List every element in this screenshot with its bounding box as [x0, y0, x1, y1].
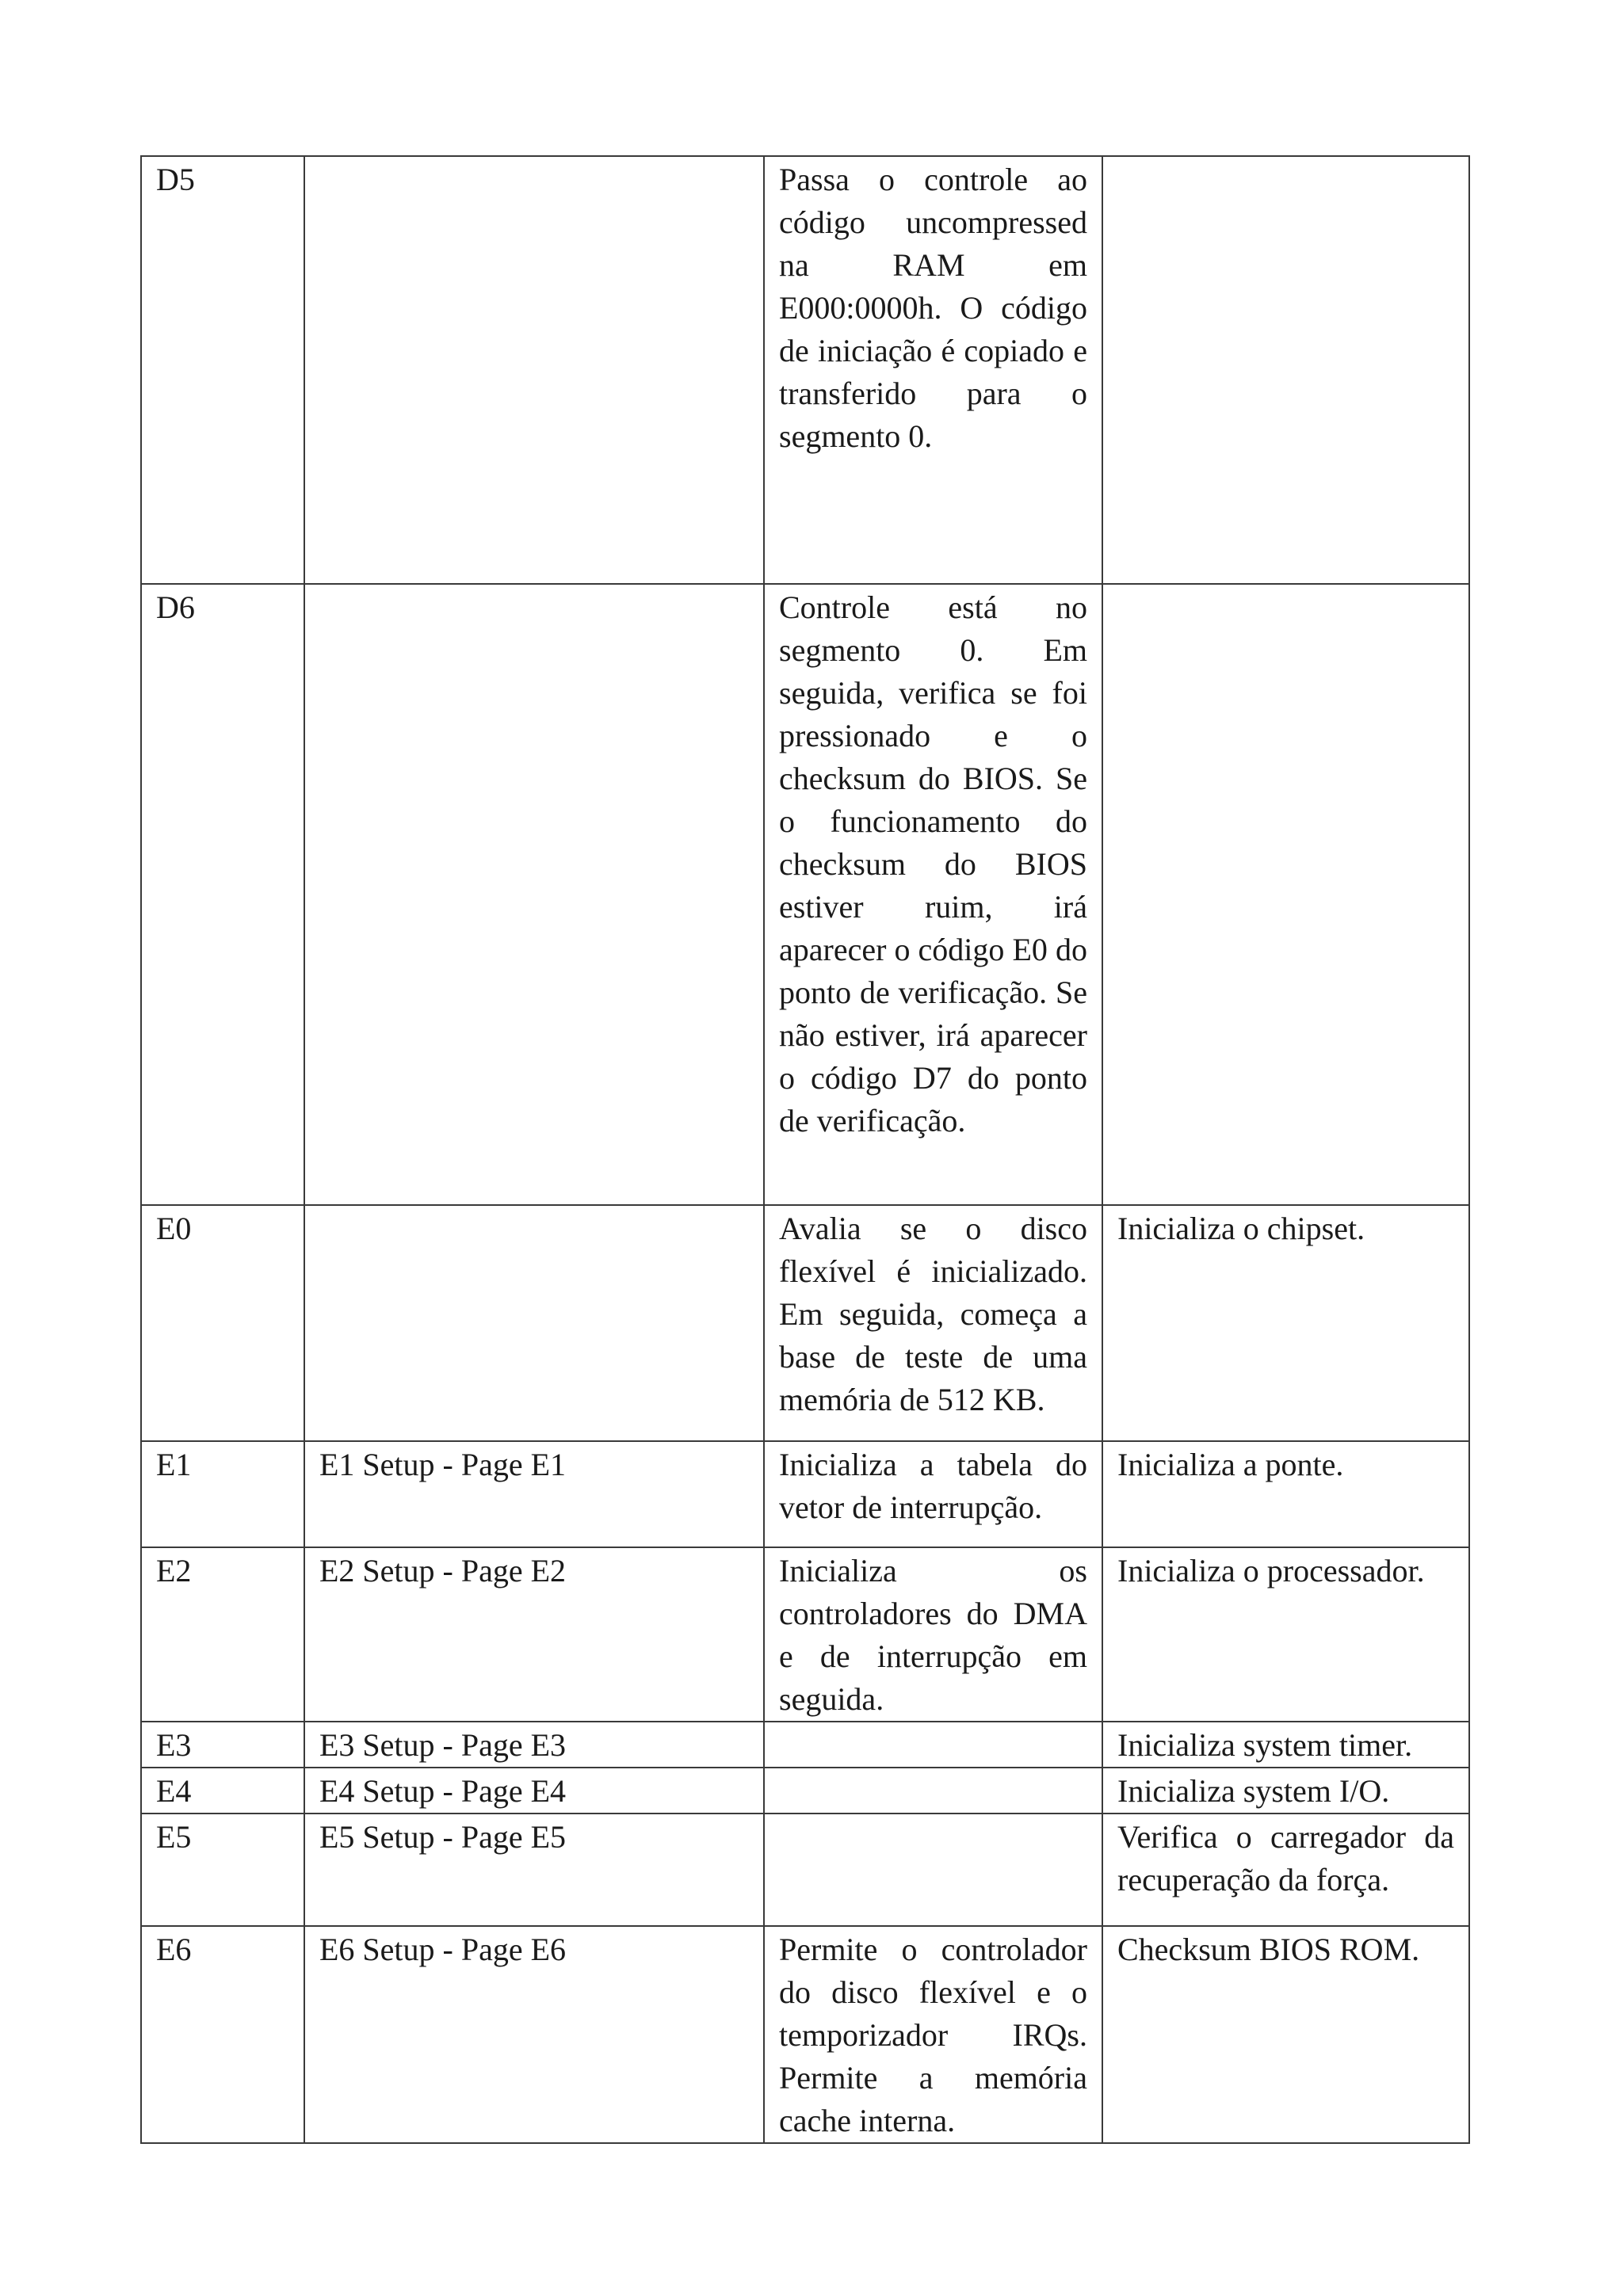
description-cell: Inicializa a tabela do vetor de interrupção. — [764, 1441, 1102, 1547]
table-row — [141, 1722, 1469, 1768]
note-cell: Checksum BIOS ROM. — [1102, 1926, 1469, 2143]
table-row — [141, 584, 1469, 1205]
table-row — [141, 1768, 1469, 1814]
code-cell: E6 — [141, 1926, 304, 2143]
note-cell — [1102, 584, 1469, 1205]
note-cell — [1102, 156, 1469, 584]
description-cell: Inicializa os controladores do DMA e de interrupção em seguida. — [764, 1547, 1102, 1722]
description-cell: Avalia se o disco flexível é inicializado. Em seguida, começa a base de teste de uma memória de 512 KB. — [764, 1205, 1102, 1441]
note-cell: Inicializa system I/O. — [1102, 1768, 1469, 1814]
code-cell: E2 — [141, 1547, 304, 1722]
setup-cell: E3 Setup - Page E3 — [304, 1722, 764, 1768]
code-cell: D6 — [141, 584, 304, 1205]
code-cell: D5 — [141, 156, 304, 584]
description-cell: Passa o controle ao código uncompressed na RAM em E000:0000h. O código de iniciação é copiado e transferido para o segmento 0. — [764, 156, 1102, 584]
table-row — [141, 1441, 1469, 1547]
description-cell: Controle está no segmento 0. Em seguida, verifica se foi pressionado e o checksum do BIOS. Se o funcionamento do checksum do BIOS estiver ruim, irá aparecer o código E0 do ponto de verificação. Se não estiver, irá aparecer o código D7 do ponto de verificação. — [764, 584, 1102, 1205]
code-cell: E4 — [141, 1768, 304, 1814]
setup-cell: E2 Setup - Page E2 — [304, 1547, 764, 1722]
description-cell: Permite o controlador do disco flexível e o temporizador IRQs. Permite a memória cache interna. — [764, 1926, 1102, 2143]
setup-cell: E4 Setup - Page E4 — [304, 1768, 764, 1814]
setup-cell: E6 Setup - Page E6 — [304, 1926, 764, 2143]
table-row — [141, 156, 1469, 584]
code-cell: E0 — [141, 1205, 304, 1441]
setup-cell — [304, 1205, 764, 1441]
note-cell: Inicializa system timer. — [1102, 1722, 1469, 1768]
description-cell — [764, 1768, 1102, 1814]
note-cell: Inicializa a ponte. — [1102, 1441, 1469, 1547]
setup-cell: E5 Setup - Page E5 — [304, 1814, 764, 1926]
setup-cell — [304, 584, 764, 1205]
description-cell — [764, 1722, 1102, 1768]
note-cell: Verifica o carregador da recuperação da força. — [1102, 1814, 1469, 1926]
setup-cell — [304, 156, 764, 584]
setup-cell: E1 Setup - Page E1 — [304, 1441, 764, 1547]
table-row — [141, 1205, 1469, 1441]
post-code-table — [140, 155, 1470, 2144]
table-row — [141, 1547, 1469, 1722]
code-cell: E5 — [141, 1814, 304, 1926]
code-cell: E3 — [141, 1722, 304, 1768]
description-cell — [764, 1814, 1102, 1926]
table-row — [141, 1926, 1469, 2143]
note-cell: Inicializa o processador. — [1102, 1547, 1469, 1722]
code-cell: E1 — [141, 1441, 304, 1547]
table-row — [141, 1814, 1469, 1926]
note-cell: Inicializa o chipset. — [1102, 1205, 1469, 1441]
